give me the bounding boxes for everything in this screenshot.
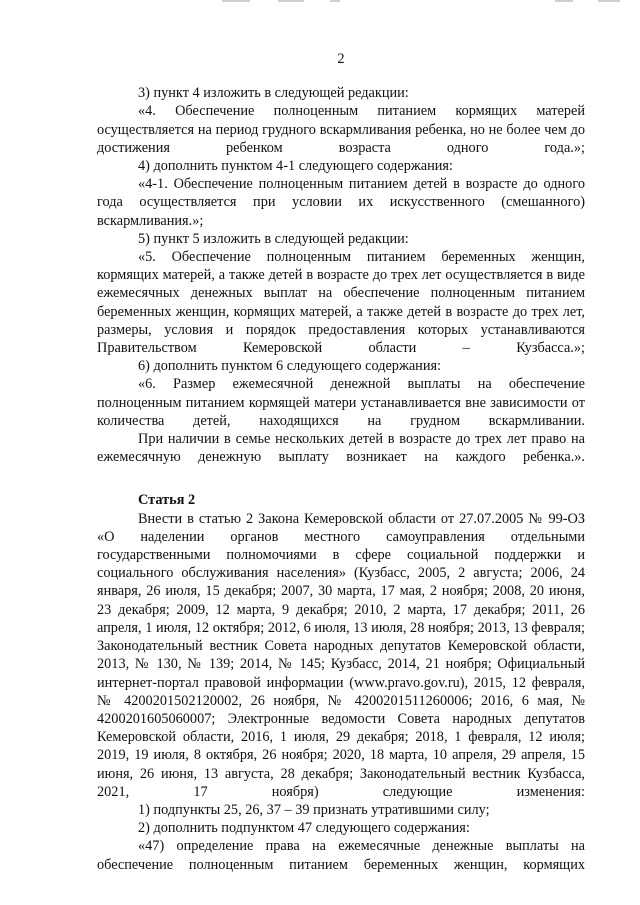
article-paragraph: «47) определение права на ежемесячные денежные выплаты на обеспечение полноценным питанием беременных женщин, кормящих [97,838,585,873]
page-number: 2 [337,51,345,67]
paragraph: «6. Размер ежемесячной денежной выплаты на обеспечение полноценным питанием кормящей матери устанавливается вне зависимости от количества детей, находящихся на грудном вскармливании. [97,376,585,429]
paragraph: «4. Обеспечение полноценным питанием кормящих матерей осуществляется на период грудного вскармливания ребенка, но не более чем до достижения ребенком возраста одного года.»; [97,103,585,156]
paragraph: При наличии в семье нескольких детей в возрасте до трех лет право на ежемесячную денежную выплату возникает на каждого ребенка.». [97,431,585,466]
paragraph: «4-1. Обеспечение полноценным питанием детей в возрасте до одного года осуществляется при условии их искусственного (смешанного) вскармливания.»; [97,176,585,229]
paragraph: 3) пункт 4 изложить в следующей редакции: [138,85,409,102]
paragraph: 6) дополнить пунктом 6 следующего содержания: [138,358,442,375]
article-paragraph: Внести в статью 2 Закона Кемеровской области от 27.07.2005 № 99-ОЗ «О наделении органов местного самоуправления отдельными государственными полномочиями в сфере социальной поддержки и социального обслуживания населения» (Кузбасс, 2005, 2 августа; 2006, 24 января, 26 июля, 15 декабря; 2007, 30 марта, 17 мая, 2 ноября; 2008, 20 июня, 23 декабря; 2009, 12 марта, 9 декабря; 2010, 2 марта, 17 декабря; 2011, 26 апреля, 1 июля, 12 октября; 2012, 6 июля, 13 июля, 28 ноября; 2013, 13 февраля; Законодательный вестник Совета народных депутатов Кемеровской области, 2013, № 130, № 139; 2014, № 145; Кузбасс, 2014, 21 ноября; Официальный интернет-портал правовой информации (www.pravo.gov.ru), 2015, 12 февраля, № 4200201502120002, 26 ноября, № 4200201511260006; 2016, 6 мая, № 4200201605060007; Электронные ведомости Совета народных депутатов Кемеровской области, 2016, 1 июля, 29 декабря; 2018, 1 февраля, 12 июля; 2019, 19 июля, 8 октября, 26 ноября; 2020, 18 марта, 10 апреля, 29 апреля, 15 июня, 26 июня, 13 августа, 28 декабря; Законодательный вестник Кузбасса, 2021, 17 ноября) следующие изменения: [97,510,585,800]
scan-top-edge [0,0,640,2]
article-paragraph: 2) дополнить подпунктом 47 следующего содержания: [138,820,470,837]
paragraph: «5. Обеспечение полноценным питанием беременных женщин, кормящих матерей, а также детей в возрасте до трех лет осуществляется в виде ежемесячных денежных выплат на обеспечение полноценным питанием беременных женщин, кормящих матерей, а также детей в возрасте до трех лет, размеры, условия и порядок предоставления которых устанавливаются Правительством Кемеровской области – Кузбасса.»; [97,249,585,357]
document-body [97,50,585,874]
article-heading: Статья 2 [138,492,196,509]
paragraph: 4) дополнить пунктом 4-1 следующего содержания: [138,158,453,175]
paragraph: 5) пункт 5 изложить в следующей редакции: [138,230,409,247]
article-paragraph: 1) подпункты 25, 26, 37 – 39 признать утратившими силу; [138,801,490,818]
